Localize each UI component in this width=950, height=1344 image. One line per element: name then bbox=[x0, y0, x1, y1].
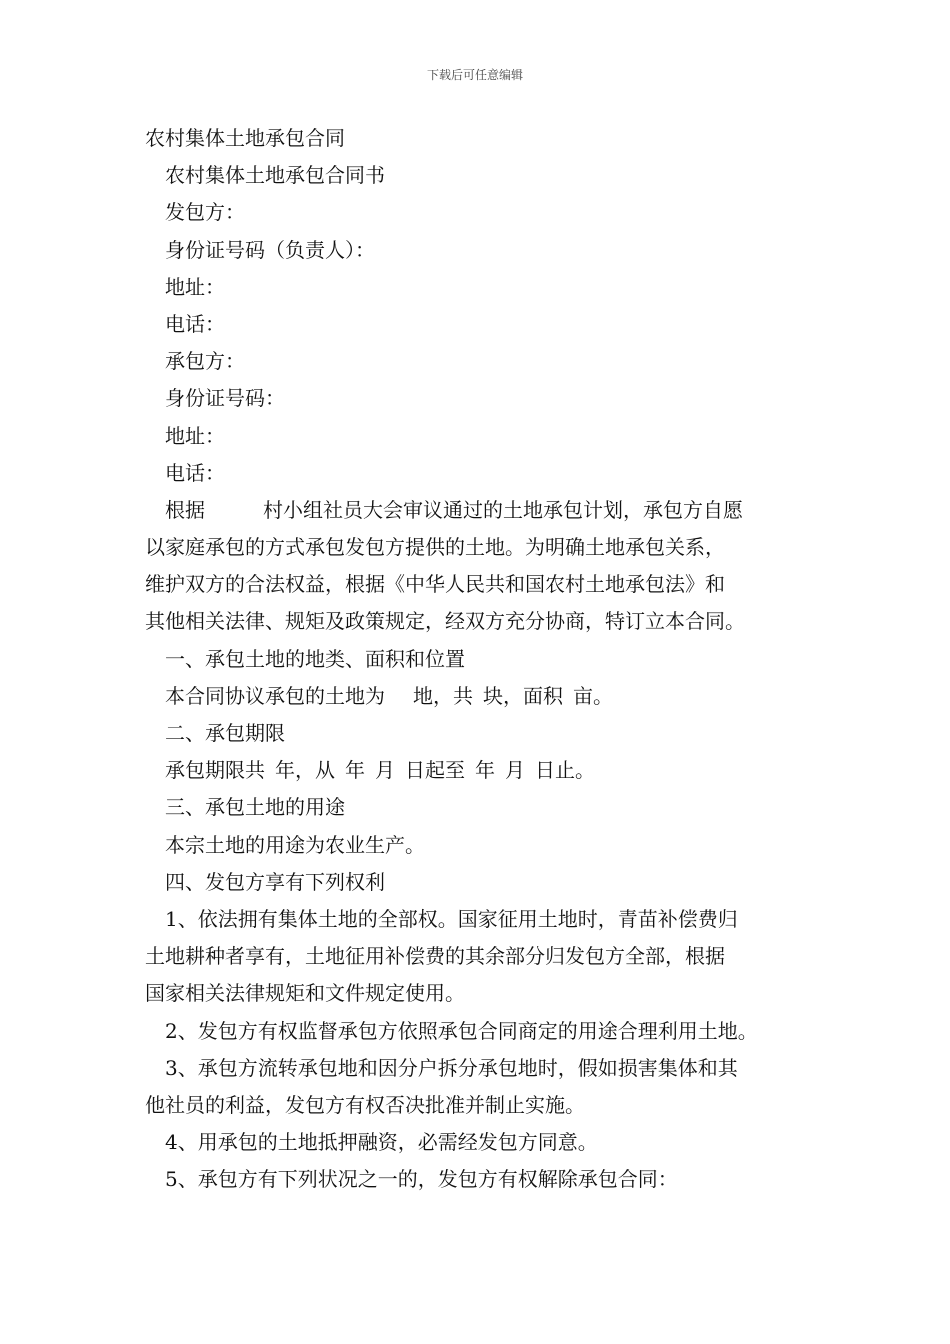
intro-paragraph-line-4: 其他相关法律、规矩及政策规定，经双方充分协商，特订立本合同。 bbox=[145, 609, 745, 634]
s1-part-3: 块，面积 bbox=[483, 683, 563, 708]
section-4-item-4: 4、用承包的土地抵押融资，必需经发包方同意。 bbox=[165, 1130, 598, 1155]
section-2-heading: 二、承包期限 bbox=[165, 721, 285, 745]
party-b-label: 承包方： bbox=[165, 349, 245, 374]
s2-part-2: 年，从 bbox=[275, 758, 335, 783]
party-a-address-label: 地址： bbox=[165, 274, 225, 299]
intro-paragraph-line-3: 维护双方的合法权益，根据《中华人民共和国农村土地承包法》和 bbox=[145, 572, 725, 597]
section-4-item-1-line-3: 国家相关法律规矩和文件规定使用。 bbox=[145, 981, 465, 1006]
party-b-address-label: 地址： bbox=[165, 423, 225, 448]
intro-start: 根据 bbox=[165, 497, 205, 522]
section-4-heading: 四、发包方享有下列权利 bbox=[165, 869, 385, 894]
section-3-text: 本宗土地的用途为农业生产。 bbox=[165, 832, 425, 857]
document-title: 农村集体土地承包合同 bbox=[145, 126, 345, 150]
party-a-phone-label: 电话： bbox=[165, 311, 225, 336]
intro-rest: 村小组社员大会审议通过的土地承包计划，承包方自愿 bbox=[263, 497, 743, 522]
s2-part-5: 日起至 bbox=[405, 758, 465, 783]
s1-part-1: 本合同协议承包的土地为 bbox=[165, 683, 385, 708]
party-b-phone-label: 电话： bbox=[165, 460, 225, 485]
s1-part-4: 亩。 bbox=[573, 683, 613, 708]
document-subtitle: 农村集体土地承包合同书 bbox=[165, 163, 385, 188]
section-2-text bbox=[145, 752, 813, 789]
intro-paragraph-line-2: 以家庭承包的方式承包发包方提供的土地。为明确土地承包关系， bbox=[145, 535, 725, 560]
s1-part-2: 地，共 bbox=[413, 683, 473, 708]
s2-part-7: 月 bbox=[505, 758, 525, 783]
section-4-item-3-line-2: 他社员的利益，发包方有权否决批准并制止实施。 bbox=[145, 1092, 585, 1117]
s2-part-6: 年 bbox=[475, 758, 495, 783]
party-a-label: 发包方： bbox=[165, 200, 245, 225]
section-1-heading: 一、承包土地的地类、面积和位置 bbox=[165, 646, 465, 671]
section-4-item-1-line-2: 土地耕种者享有，土地征用补偿费的其余部分归发包方全部，根据 bbox=[145, 944, 725, 969]
s2-part-4: 月 bbox=[375, 758, 395, 783]
section-4-item-3-line-1: 3、承包方流转承包地和因分户拆分承包地时，假如损害集体和其 bbox=[165, 1055, 738, 1080]
section-3-heading: 三、承包土地的用途 bbox=[165, 795, 345, 820]
section-4-item-1-line-1: 1、依法拥有集体土地的全部权。国家征用土地时，青苗补偿费归 bbox=[165, 906, 738, 931]
document-body bbox=[145, 120, 813, 1198]
section-4-item-2: 2、发包方有权监督承包方依照承包合同商定的用途合理利用土地。 bbox=[165, 1018, 758, 1043]
s2-part-8: 日止。 bbox=[535, 758, 595, 783]
s2-part-3: 年 bbox=[345, 758, 365, 783]
section-4-item-5: 5、承包方有下列状况之一的，发包方有权解除承包合同： bbox=[165, 1167, 678, 1192]
party-a-id-label: 身份证号码（负责人）： bbox=[165, 237, 375, 262]
intro-paragraph-line-1 bbox=[145, 492, 813, 529]
header-note: 下载后可任意编辑 bbox=[426, 68, 523, 82]
s2-part-1: 承包期限共 bbox=[165, 758, 265, 783]
party-b-id-label: 身份证号码： bbox=[165, 386, 285, 411]
section-1-text bbox=[145, 678, 813, 715]
